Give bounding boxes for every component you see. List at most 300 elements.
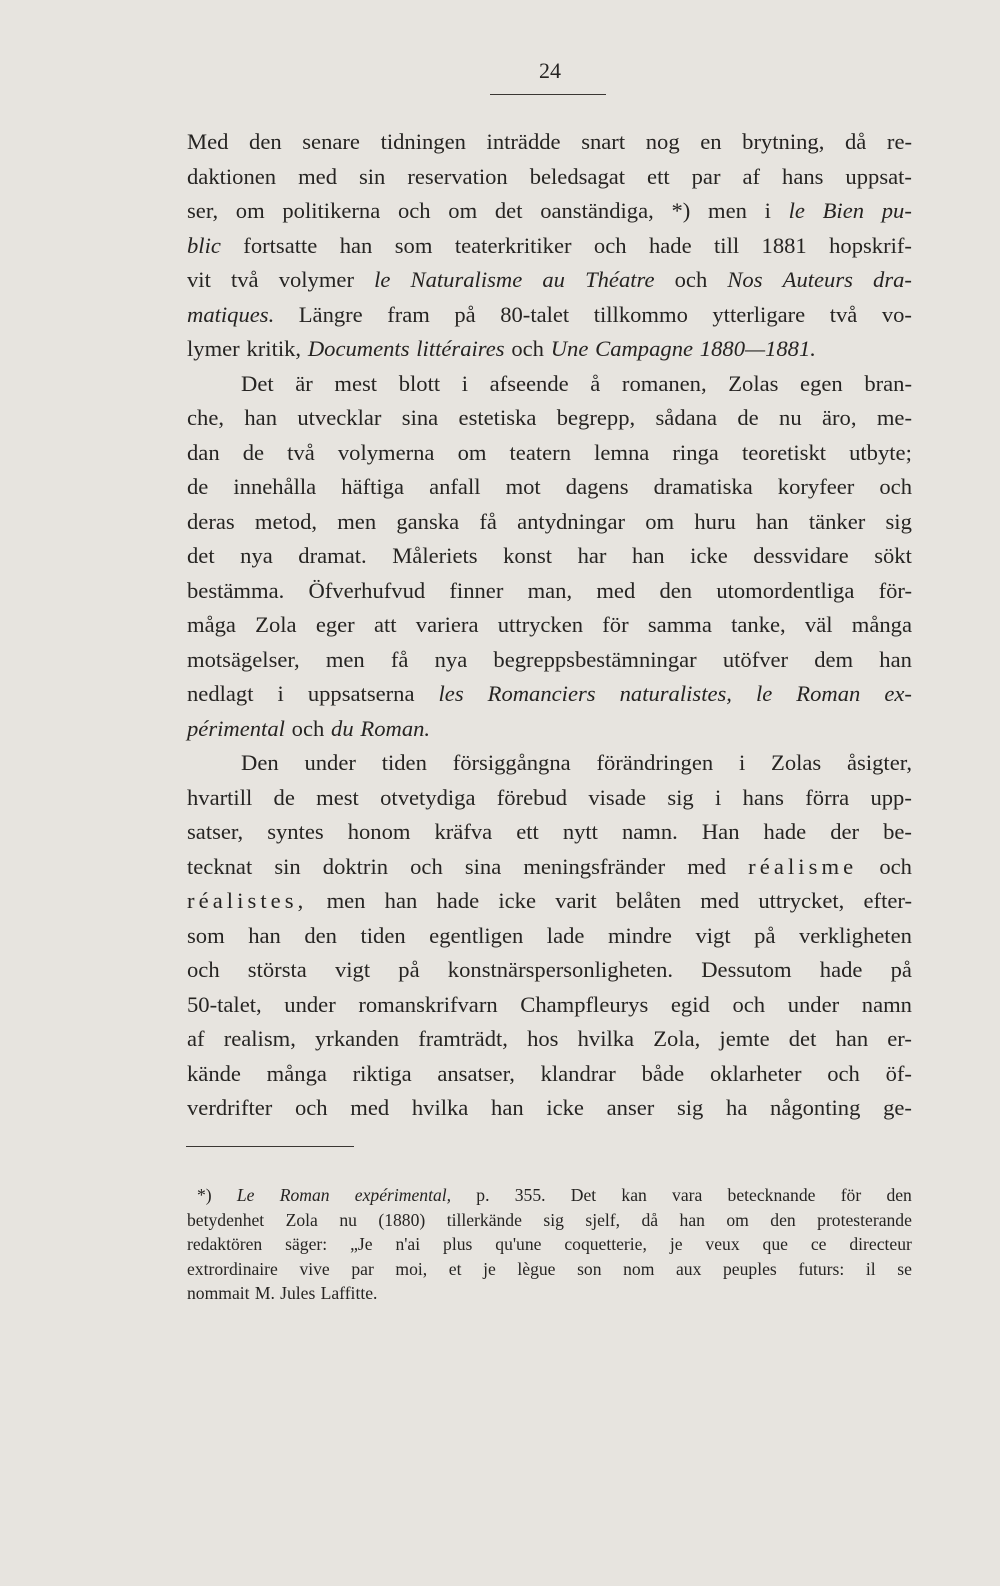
word: icke: [690, 543, 728, 568]
word: begrepp,: [556, 405, 636, 430]
word: och: [732, 991, 766, 1017]
footnote-rule: [186, 1146, 354, 1147]
word: men: [325, 646, 365, 672]
word: kritik,: [246, 336, 302, 361]
word: nommait: [187, 1283, 250, 1304]
word: förra: [805, 784, 850, 810]
word: daktionen: [187, 163, 277, 189]
word: dramatiska: [653, 474, 753, 499]
word: han: [244, 405, 277, 430]
word: ytterligare: [712, 301, 806, 327]
text-line: [187, 884, 912, 919]
text-line: [187, 125, 912, 160]
word: som: [187, 922, 225, 948]
word: dramat.: [298, 543, 367, 568]
word: och: [294, 1095, 328, 1120]
word: han: [491, 1095, 524, 1120]
word: Han: [701, 819, 740, 844]
word: eger: [315, 612, 355, 637]
word: en: [700, 129, 722, 154]
word: il: [865, 1258, 876, 1279]
word: och: [397, 198, 431, 223]
word: i: [764, 198, 771, 223]
word: nya: [240, 543, 273, 568]
word: för-: [878, 577, 912, 603]
word: je: [669, 1234, 683, 1255]
word: der: [830, 819, 860, 844]
word: kände: [187, 1060, 241, 1086]
word: och: [879, 474, 912, 499]
word: *): [671, 198, 691, 223]
word: väl: [804, 612, 833, 637]
word: plus: [443, 1234, 473, 1255]
word: med: [687, 853, 727, 879]
page-number: 24: [539, 58, 561, 83]
word: belåten: [615, 888, 682, 913]
word: 1880—1881.: [699, 336, 816, 361]
word: coquetterie,: [564, 1234, 647, 1255]
word: med: [700, 888, 740, 913]
word: 1881: [761, 232, 807, 258]
text-line: [187, 746, 912, 781]
word: Romanciers: [487, 681, 596, 706]
word: Une: [550, 336, 589, 361]
word: sig: [667, 784, 694, 810]
text-line: [187, 263, 912, 298]
word: hade: [763, 819, 807, 844]
word: den: [304, 922, 337, 948]
word: bran-: [864, 370, 912, 396]
word: tanke,: [731, 612, 786, 637]
footnote-line: [187, 1183, 912, 1208]
word: förebud: [496, 784, 568, 810]
word: och: [827, 1060, 860, 1086]
word: för: [840, 1185, 862, 1205]
word: namn.: [621, 819, 678, 844]
word: blic: [187, 232, 221, 258]
word: förändringen: [596, 750, 714, 775]
text-line: [187, 608, 912, 643]
word: samma: [647, 612, 712, 637]
word: teatern: [509, 439, 571, 465]
word: lègue: [517, 1258, 556, 1279]
word: er-: [887, 1026, 912, 1051]
word: uttrycket,: [758, 888, 845, 913]
word: metod,: [254, 508, 318, 534]
text-line: [187, 953, 912, 988]
word: du: [331, 715, 354, 741]
word: utöfver: [722, 646, 789, 672]
word: inträdde: [486, 129, 561, 154]
word: sig: [676, 1095, 704, 1120]
word: äro,: [821, 405, 857, 430]
text-line: [187, 401, 912, 436]
word: säger:: [285, 1234, 328, 1255]
text-line: [187, 1091, 912, 1126]
word: han: [248, 922, 281, 948]
word: i: [738, 750, 746, 775]
word: Théatre: [585, 267, 655, 292]
word: hade: [819, 957, 863, 982]
word: Zola: [255, 612, 297, 637]
word: veux: [705, 1234, 740, 1255]
word: största: [247, 957, 307, 982]
word: 355.: [514, 1185, 546, 1205]
word: och: [410, 853, 443, 879]
word: vara: [672, 1185, 703, 1205]
word: vit: [187, 267, 211, 292]
word: utomordentliga: [716, 577, 855, 603]
footnote-line: [187, 1257, 912, 1282]
word: på: [754, 922, 776, 948]
word: innehålla: [233, 474, 317, 499]
word: mindre: [607, 922, 672, 948]
word: blott: [398, 370, 441, 396]
word: nya: [434, 646, 468, 672]
word: någonting: [770, 1095, 861, 1120]
word: under: [304, 750, 356, 775]
word: antydningar: [517, 508, 626, 534]
word: på: [890, 957, 912, 982]
word: Campagne: [595, 336, 694, 361]
word: Längre: [298, 301, 363, 327]
word: me-: [876, 405, 912, 430]
word: få: [479, 508, 497, 534]
word: satser,: [187, 819, 244, 844]
word: Bien: [822, 198, 865, 223]
word: hvilka: [411, 1095, 469, 1120]
word: uppsat-: [845, 163, 912, 189]
word: för: [602, 612, 629, 637]
word: réalistes,: [187, 888, 308, 913]
word: Roman: [796, 681, 861, 706]
text-line: [187, 298, 912, 333]
word: afseende: [489, 370, 569, 396]
word: om: [457, 439, 487, 465]
word: sökt: [874, 543, 912, 568]
word: han: [631, 543, 665, 568]
word: egentligen: [429, 922, 524, 948]
word: Champfleurys: [520, 991, 649, 1017]
word: under: [787, 991, 840, 1017]
word: honom: [347, 819, 411, 844]
word: men: [337, 508, 377, 534]
word: périmental: [187, 715, 285, 741]
word: de: [737, 405, 759, 430]
word: fram: [387, 301, 430, 327]
word: det: [187, 543, 215, 568]
word: den: [886, 1185, 912, 1205]
word: man,: [527, 577, 573, 603]
word: matiques.: [187, 301, 275, 327]
word: politikerna: [282, 198, 381, 223]
word: jemte: [719, 1026, 770, 1051]
word: om: [726, 1209, 749, 1230]
word: utvecklar: [297, 405, 382, 430]
word: aux: [676, 1258, 702, 1279]
word: beledsagat: [529, 163, 626, 189]
word: både: [641, 1060, 685, 1086]
word: men: [326, 888, 366, 913]
word: tiden: [360, 922, 406, 948]
text-line: [187, 539, 912, 574]
word: åsigter,: [847, 750, 912, 775]
word: les: [438, 681, 464, 706]
word: betecknande: [727, 1185, 816, 1205]
word: son: [577, 1258, 602, 1279]
word: le: [755, 681, 773, 706]
word: (1880): [378, 1209, 426, 1230]
word: au: [542, 267, 565, 292]
word: på: [454, 301, 476, 327]
word: varit: [555, 888, 597, 913]
word: reservation: [407, 163, 508, 189]
word: tänker: [808, 508, 866, 534]
word: meningsfränder: [523, 853, 666, 879]
word: hans: [742, 784, 784, 810]
word: p.: [476, 1185, 490, 1205]
text-line: [187, 919, 912, 954]
word: le: [788, 198, 805, 223]
text-line: [187, 988, 912, 1023]
text-line: [187, 574, 912, 609]
word: vigt: [695, 922, 731, 948]
word: vive: [299, 1258, 330, 1279]
text-line: [187, 194, 912, 229]
word: Zola,: [653, 1026, 701, 1051]
word: Den: [241, 750, 279, 775]
word: 80-talet: [500, 301, 570, 327]
word: naturalistes,: [619, 681, 732, 706]
word: motsägelser,: [187, 646, 300, 672]
text-line: [187, 229, 912, 264]
word: om: [235, 198, 265, 223]
word: begreppsbestämningar: [493, 646, 697, 672]
word: vigt: [334, 957, 371, 982]
word: oklarheter: [709, 1060, 802, 1086]
word: ganska: [396, 508, 460, 534]
footnote-line: [187, 1208, 912, 1233]
body-text: [187, 125, 912, 1126]
word: Laffitte.: [320, 1283, 378, 1304]
word: che,: [187, 405, 225, 430]
word: sina: [401, 405, 439, 430]
text-line: [187, 815, 912, 850]
word: hans: [782, 163, 824, 189]
word: nu: [779, 405, 802, 430]
word: till: [714, 232, 740, 258]
word: hos: [527, 1026, 559, 1051]
text-line: [187, 505, 912, 540]
word: moi,: [395, 1258, 428, 1279]
word: mot: [505, 474, 541, 499]
word: som: [394, 232, 433, 258]
word: Nos: [727, 267, 763, 292]
word: romanen,: [621, 370, 707, 396]
word: lymer: [187, 336, 240, 361]
word: och: [593, 232, 627, 258]
word: tidningen: [380, 129, 466, 154]
word: tillerkände: [446, 1209, 522, 1230]
word: de: [273, 784, 295, 810]
word: et: [448, 1258, 462, 1279]
word: hade: [648, 232, 692, 258]
word: uttrycken: [497, 612, 584, 637]
word: ser,: [187, 198, 219, 223]
word: icke: [546, 1095, 584, 1120]
word: det: [788, 1026, 817, 1051]
word: hade: [436, 888, 480, 913]
word: i: [461, 370, 469, 396]
word: hvilka: [577, 1026, 635, 1051]
word: i: [715, 784, 722, 810]
header-rule: [490, 94, 606, 95]
word: om: [645, 508, 675, 534]
word: konst: [503, 543, 553, 568]
word: le: [374, 267, 391, 292]
word: Zolas: [771, 750, 822, 775]
word: af: [742, 163, 761, 189]
word: anfall: [429, 474, 481, 499]
word: med: [298, 163, 337, 189]
word: Öfverhufvud: [308, 577, 426, 603]
word: försiggångna: [452, 750, 571, 775]
text-line: [187, 1057, 912, 1092]
word: ce: [810, 1234, 827, 1255]
text-line: [187, 781, 912, 816]
word: öf-: [885, 1060, 912, 1086]
word: tecknat: [187, 853, 253, 879]
word: under: [284, 991, 336, 1017]
word: och: [879, 853, 912, 879]
word: directeur: [849, 1234, 912, 1255]
word: nedlagt: [187, 681, 254, 706]
word: protesterande: [817, 1209, 912, 1230]
word: två: [829, 301, 858, 327]
word: de: [242, 439, 265, 465]
word: futurs:: [798, 1258, 845, 1279]
word: Auteurs: [782, 267, 853, 292]
word: nu: [339, 1209, 357, 1230]
word: Måleriets: [392, 543, 478, 568]
word: be-: [883, 819, 912, 844]
word: af: [187, 1026, 205, 1051]
word: kan: [621, 1185, 647, 1205]
word: peuples: [723, 1258, 777, 1279]
word: sådana: [655, 405, 717, 430]
word: par: [351, 1258, 374, 1279]
word: den: [770, 1209, 796, 1230]
word: extrordinaire: [187, 1258, 278, 1279]
word: sig: [885, 508, 912, 534]
word: que: [762, 1234, 788, 1255]
word: Det: [241, 370, 274, 396]
word: efter-: [863, 888, 912, 913]
word: den: [659, 577, 693, 603]
word: då: [641, 1209, 659, 1230]
word: dagens: [565, 474, 629, 499]
word: många: [266, 1060, 327, 1086]
word: Documents: [307, 336, 410, 361]
word: han: [755, 508, 789, 534]
word: har: [577, 543, 607, 568]
word: pu-: [881, 198, 912, 223]
word: många: [851, 612, 912, 637]
word: estetiska: [458, 405, 537, 430]
word: tillkommo: [593, 301, 688, 327]
word: han: [339, 232, 373, 258]
word: ha: [726, 1095, 748, 1120]
footnote-line: [187, 1232, 912, 1257]
word: dem: [814, 646, 854, 672]
word: koryfeer: [777, 474, 855, 499]
word: han: [835, 1026, 869, 1051]
word: Roman.: [360, 715, 431, 741]
word: utbyte;: [849, 439, 912, 465]
text-line: [187, 850, 912, 885]
word: se: [897, 1258, 912, 1279]
word: fortsatte: [243, 232, 318, 258]
word: dan: [187, 439, 220, 465]
word: brytning,: [742, 129, 825, 154]
word: 50-talet,: [187, 991, 262, 1017]
word: sin: [358, 163, 386, 189]
word: nog: [645, 129, 680, 154]
text-line: [187, 1022, 912, 1057]
word: teoretiskt: [741, 439, 827, 465]
word: klandrar: [540, 1060, 616, 1086]
word: realism,: [223, 1026, 296, 1051]
word: och: [511, 336, 544, 361]
word: måga: [187, 612, 236, 637]
word: med: [350, 1095, 390, 1120]
word: sina: [464, 853, 502, 879]
word: hopskrif-: [829, 232, 912, 258]
word: Dessutom: [701, 957, 792, 982]
word: upp-: [870, 784, 912, 810]
word: få: [390, 646, 409, 672]
word: teaterkritiker: [454, 232, 572, 258]
word: han: [679, 1209, 705, 1230]
text-line: [187, 643, 912, 678]
word: verdrifter: [187, 1095, 273, 1120]
word: otvetydiga: [380, 784, 476, 810]
footnote-line: [187, 1281, 912, 1306]
word: och: [187, 957, 220, 982]
word: expérimental,: [354, 1185, 452, 1205]
word: häftiga: [341, 474, 404, 499]
word: ge-: [883, 1095, 912, 1120]
word: je: [483, 1258, 496, 1279]
word: på: [398, 957, 420, 982]
word: huru: [694, 508, 736, 534]
word: icke: [498, 888, 536, 913]
word: syntes: [267, 819, 324, 844]
footnote: [187, 1183, 912, 1306]
word: variera: [415, 612, 479, 637]
word: och: [674, 267, 708, 292]
word: Zola: [285, 1209, 318, 1230]
text-line: [187, 160, 912, 195]
word: riktiga: [352, 1060, 412, 1086]
word: betydenhet: [187, 1209, 265, 1230]
word: om: [448, 198, 478, 223]
word: sjelf,: [585, 1209, 621, 1230]
word: re-: [886, 129, 912, 154]
word: Det: [570, 1185, 597, 1205]
word: tiden: [381, 750, 427, 775]
word: *): [197, 1185, 212, 1205]
